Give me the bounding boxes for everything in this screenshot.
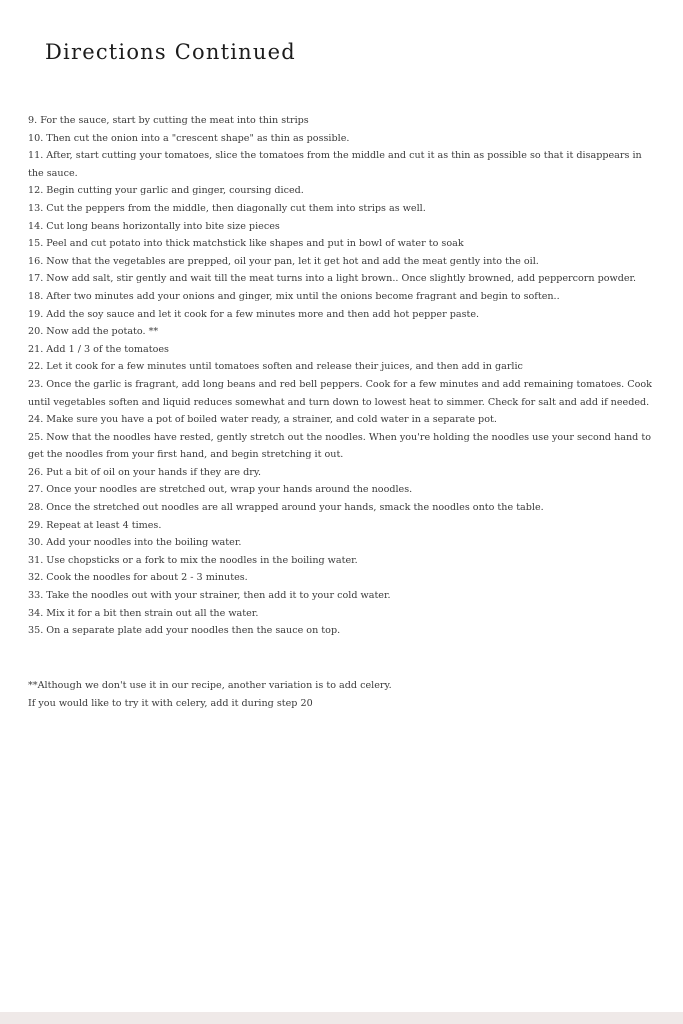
direction-step: 34. Mix it for a bit then strain out all the water. bbox=[28, 607, 259, 619]
direction-step: 17. Now add salt, stir gently and wait till the meat turns into a light brown.. Once slightly browned, add peppercorn powder. bbox=[28, 273, 637, 285]
note-line: If you would like to try it with celery, add it during step 20 bbox=[28, 697, 313, 709]
direction-step: 23. Once the garlic is fragrant, add long beans and red bell peppers. Cook for a few minutes and add remaining tomatoes. Cook until vegetables soften and liquid reduces somewhat and turn down to lowest heat to simmer. Check for salt and add if needed. bbox=[28, 378, 652, 408]
celery-note bbox=[28, 677, 660, 712]
direction-step: 30. Add your noodles into the boiling water. bbox=[28, 537, 242, 549]
direction-step: 31. Use chopsticks or a fork to mix the noodles in the boiling water. bbox=[28, 554, 358, 566]
direction-step: 15. Peel and cut potato into thick matchstick like shapes and put in bowl of water to soak bbox=[28, 238, 464, 250]
direction-step: 19. Add the soy sauce and let it cook for a few minutes more and then add hot pepper paste. bbox=[28, 308, 480, 320]
direction-step: 18. After two minutes add your onions and ginger, mix until the onions become fragrant and begin to soften.. bbox=[28, 290, 560, 302]
note-line: **Although we don't use it in our recipe, another variation is to add celery. bbox=[28, 680, 392, 691]
direction-step: 27. Once your noodles are stretched out, wrap your hands around the noodles. bbox=[28, 484, 413, 496]
direction-step: 11. After, start cutting your tomatoes, slice the tomatoes from the middle and cut it as thin as possible so that it disappears in the sauce. bbox=[28, 150, 642, 179]
direction-step: 20. Now add the potato. ** bbox=[28, 326, 159, 338]
direction-step: 29. Repeat at least 4 times. bbox=[28, 519, 162, 531]
direction-step: 33. Take the noodles out with your strainer, then add it to your cold water. bbox=[28, 590, 391, 602]
direction-step: 28. Once the stretched out noodles are all wrapped around your hands, smack the noodles onto the table. bbox=[28, 502, 544, 514]
direction-step: 16. Now that the vegetables are prepped, oil your pan, let it get hot and add the meat gently into the oil. bbox=[28, 255, 539, 267]
direction-step: 10. Then cut the onion into a "crescent shape" as thin as possible. bbox=[28, 132, 350, 144]
bottom-bar bbox=[0, 1012, 683, 1024]
page-title: Directions Continued bbox=[45, 40, 296, 64]
direction-step: 35. On a separate plate add your noodles then the sauce on top. bbox=[28, 625, 341, 637]
direction-step: 14. Cut long beans horizontally into bite size pieces bbox=[28, 220, 280, 232]
direction-step: 25. Now that the noodles have rested, gently stretch out the noodles. When you're holding the noodles use your second hand to get the noodles from your first hand, and begin stretching it out. bbox=[28, 431, 651, 461]
direction-step: 24. Make sure you have a pot of boiled water ready, a strainer, and cold water in a separate pot. bbox=[28, 414, 497, 426]
direction-step: 32. Cook the noodles for about 2 - 3 minutes. bbox=[28, 572, 248, 584]
direction-step: 21. Add 1 / 3 of the tomatoes bbox=[28, 343, 169, 355]
direction-step: 13. Cut the peppers from the middle, then diagonally cut them into strips as well. bbox=[28, 202, 426, 214]
direction-step: 26. Put a bit of oil on your hands if they are dry. bbox=[28, 466, 262, 478]
direction-step: 12. Begin cutting your garlic and ginger, coursing diced. bbox=[28, 185, 304, 197]
directions-list bbox=[28, 112, 660, 640]
direction-step: 22. Let it cook for a few minutes until tomatoes soften and release their juices, and then add in garlic bbox=[28, 361, 523, 373]
direction-step: 9. For the sauce, start by cutting the meat into thin strips bbox=[28, 115, 309, 126]
